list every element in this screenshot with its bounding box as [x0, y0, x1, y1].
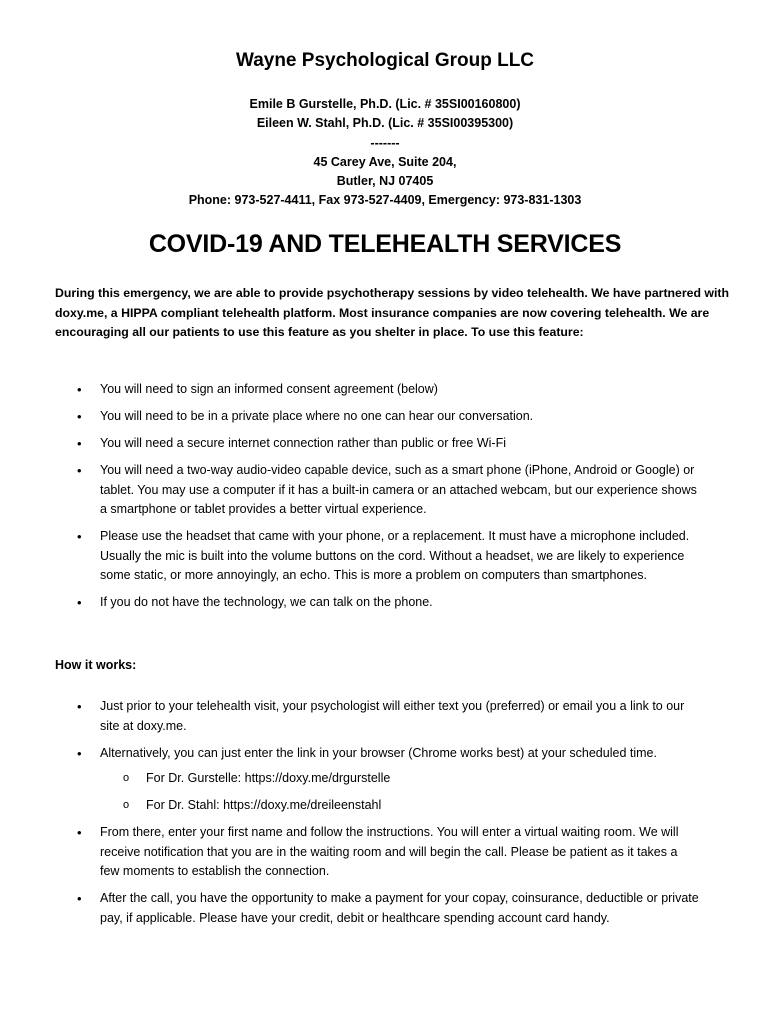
list-item [0, 744, 700, 816]
list-item [0, 407, 700, 427]
header-separator: ------- [370, 135, 400, 150]
bullet-icon: • [77, 745, 82, 761]
bullet-icon: • [77, 699, 82, 714]
list-item-text: You will need to sign an informed consent agreement (below) [100, 382, 438, 396]
bullet-icon: • [77, 463, 82, 478]
provider-gurstelle: Emile B Gurstelle, Ph.D. (Lic. # 35SI00160800) [249, 97, 521, 111]
list-item-text: After the call, you have the opportunity to make a payment for your copay, coinsurance, deductible or private pay, if applicable. Please have your credit, debit or healthcare spending account card handy. [100, 891, 699, 925]
list-item [0, 889, 700, 928]
requirements-list [0, 380, 770, 620]
bullet-icon: • [77, 436, 82, 451]
link-stahl: For Dr. Stahl: https://doxy.me/dreileenstahl [146, 798, 382, 812]
doxy-links-list [100, 769, 700, 816]
sub-bullet-icon: o [123, 799, 130, 811]
list-item-text: Please use the headset that came with your phone, or a replacement. It must have a microphone included. Usually the mic is built into the volume buttons on the cord. Without a headset, we are likely to experience some static, or more annoyingly, an echo. This is more a problem on computers than smartphones. [100, 529, 690, 582]
list-item [0, 593, 700, 613]
contact-numbers: Phone: 973-527-4411, Fax 973-527-4409, Emergency: 973-831-1303 [188, 193, 582, 208]
list-item-text: If you do not have the technology, we can talk on the phone. [100, 595, 433, 609]
how-it-works-list [0, 697, 770, 936]
list-item [100, 769, 700, 789]
list-item [0, 434, 700, 454]
bullet-icon: • [77, 595, 82, 610]
organization-name: Wayne Psychological Group LLC [235, 50, 535, 71]
list-item-text: You will need a secure internet connection rather than public or free Wi-Fi [100, 436, 507, 450]
list-item-text: You will need a two-way audio-video capable device, such as a smart phone (iPhone, Android or Google) or tablet. You may use a computer if it has a built-in camera or an attached webcam, but our experience shows a smartphone or tablet provides a better virtual experience. [100, 463, 697, 516]
document-title: COVID-19 AND TELEHEALTH SERVICES [148, 230, 622, 258]
list-item [100, 796, 700, 816]
list-item [0, 697, 700, 736]
bullet-icon: • [77, 825, 82, 840]
list-item [0, 527, 700, 586]
bullet-icon: • [77, 409, 82, 424]
address-line-1: 45 Carey Ave, Suite 204, [313, 154, 457, 169]
intro-paragraph: During this emergency, we are able to provide psychotherapy sessions by video telehealth. We have partnered with doxy.me, a HIPPA compliant telehealth platform. Most insurance companies are now covering telehealth. We are encouraging all our patients to use this feature as you shelter in place. To use this feature: [55, 286, 730, 339]
list-item [0, 823, 700, 882]
bullet-icon: • [77, 382, 82, 397]
provider-stahl: Eileen W. Stahl, Ph.D. (Lic. # 35SI00395300) [256, 116, 514, 131]
list-item-text: Just prior to your telehealth visit, your psychologist will either text you (preferred) or email you a link to our site at doxy.me. [100, 699, 685, 733]
address-line-2: Butler, NJ 07405 [336, 174, 434, 189]
how-it-works-heading: How it works: [55, 658, 137, 672]
list-item-text: You will need to be in a private place where no one can hear our conversation. [100, 409, 534, 423]
list-item-text: Alternatively, you can just enter the link in your browser (Chrome works best) at your scheduled time. [100, 745, 657, 760]
list-item [0, 461, 700, 520]
list-item [0, 380, 700, 400]
bullet-icon: • [77, 529, 82, 544]
sub-bullet-icon: o [123, 772, 130, 784]
bullet-icon: • [77, 891, 82, 906]
link-gurstelle: For Dr. Gurstelle: https://doxy.me/drgurstelle [146, 771, 391, 785]
list-item-text: From there, enter your first name and follow the instructions. You will enter a virtual waiting room. We will receive notification that you are in the waiting room and will begin the call. Please be patient as it takes a few moments to establish the connection. [100, 825, 679, 878]
letterhead [0, 95, 770, 211]
